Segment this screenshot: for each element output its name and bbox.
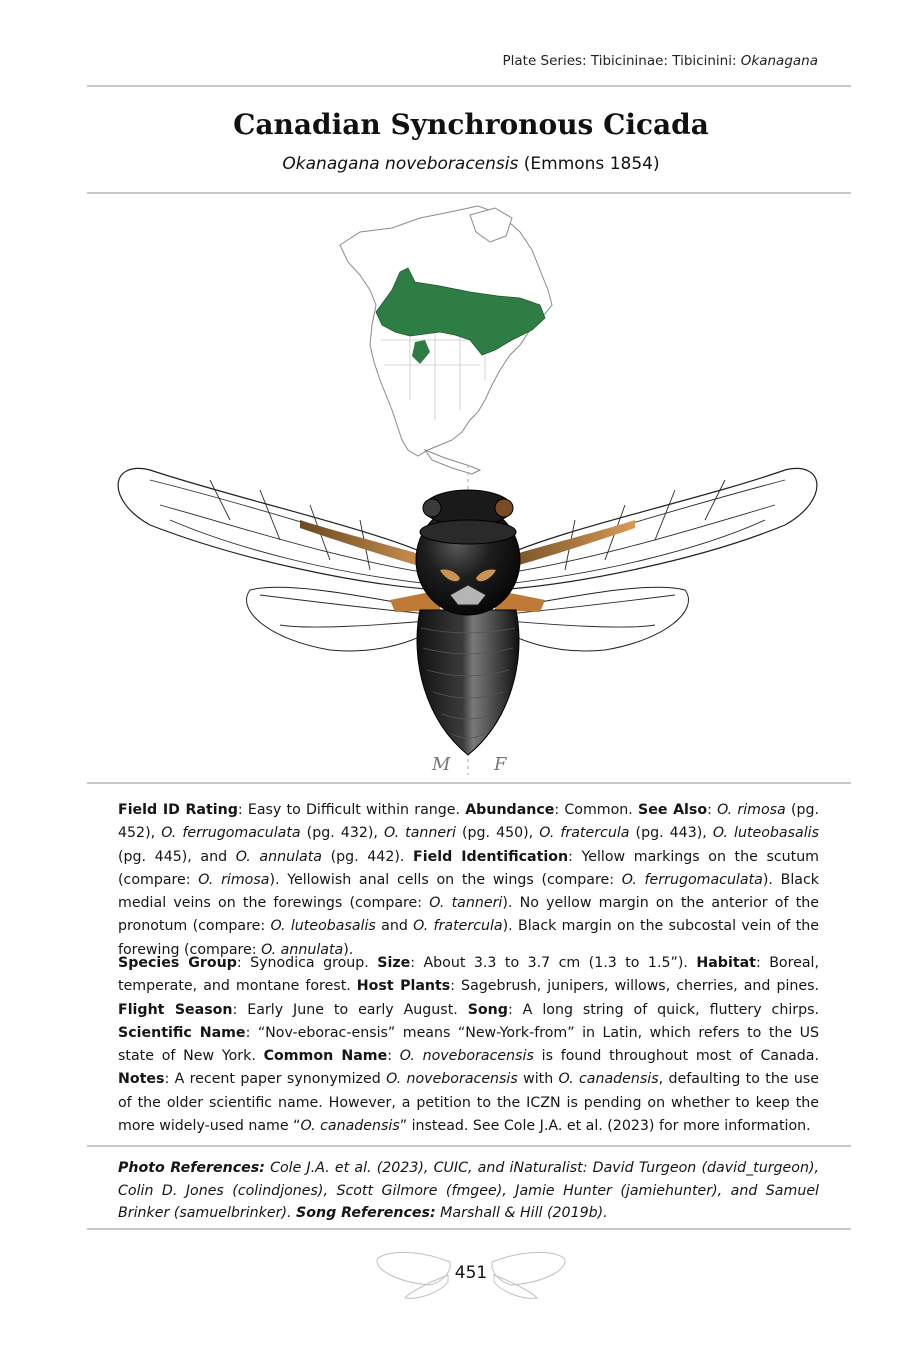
para1-run: Field ID Rating — [118, 802, 238, 818]
refs-rule — [87, 1145, 851, 1147]
para2-run: : “Nov-eborac-ensis” means “New-York-from” in Latin, which refers to the US state of New York. — [118, 1024, 819, 1065]
para2-run: with — [517, 1071, 559, 1088]
para1-run: O. tanneri — [383, 825, 456, 842]
footer-rule — [87, 1228, 851, 1230]
para1-run: (pg. 450), — [455, 825, 540, 842]
para1-run: ). Black margin on the subcostal vein of the forewing (compare: — [118, 918, 819, 958]
para1-run: See Also — [637, 802, 708, 818]
para1-run: ). No yellow margin on the anterior of the pronotum (compare: — [118, 895, 819, 935]
para1-run: : — [707, 802, 718, 818]
para1-run: Field Identification — [413, 848, 569, 865]
female-label: F — [494, 754, 507, 775]
para1-run: O. ferrugomaculata — [621, 871, 763, 888]
page-title: Canadian Synchronous Cicada — [233, 108, 709, 141]
para1-run: O. tanneri — [429, 895, 503, 912]
para2-run: : Boreal, temperate, and montane forest. — [118, 955, 820, 995]
para1-run: O. rimosa — [198, 871, 270, 888]
para1-run: O. annulata — [261, 941, 344, 958]
title-rule — [87, 192, 851, 194]
para1-run: ). — [343, 941, 354, 958]
left-eye — [423, 499, 441, 517]
page-number: 451 — [454, 1263, 488, 1283]
cicada-body — [416, 490, 520, 755]
para2-run: Scientific Name — [118, 1024, 246, 1041]
refs-run: Song References: — [296, 1205, 436, 1221]
para1-run: Abundance — [465, 802, 555, 818]
para2-run: Size — [377, 955, 411, 971]
para2-run: , defaulting to the use of the older scientific name. However, a petition to the ICZN is pending on whether to keep the more widely-used name “ — [118, 1071, 819, 1135]
para1-run: O. luteobasalis — [712, 825, 819, 842]
para1-run: : Common. — [554, 802, 638, 818]
species-author: (Emmons 1854) — [518, 154, 660, 174]
para2-run: Common Name — [263, 1048, 388, 1065]
central-america-outline — [425, 450, 480, 474]
para1-run: O. annulata — [235, 848, 322, 865]
para1-run: and — [375, 918, 414, 935]
series-prefix: Plate Series: Tibicininae: Tibicinini: — [502, 53, 741, 69]
para2-run: Habitat — [696, 955, 756, 971]
para1-run: (pg. 432), — [300, 825, 384, 842]
references-paragraph — [118, 1157, 819, 1225]
para1-run: : Yellow markings on the scutum (compare: — [118, 848, 820, 888]
para1-run: (pg. 442). — [322, 848, 414, 865]
refs-run: Photo References: — [118, 1160, 265, 1176]
para2-run: Notes — [118, 1071, 165, 1088]
para2-run: O. noveboracensis — [386, 1071, 518, 1088]
para1-run: O. ferrugomaculata — [161, 825, 301, 842]
right-forewing — [495, 468, 817, 590]
para2-run: : A recent paper synonymized — [164, 1071, 387, 1088]
right-eye — [495, 499, 513, 517]
para2-run: : Synodica group. — [236, 955, 378, 971]
para1-run: ). Black medial veins on the forewings (compare: — [118, 871, 819, 912]
para1-run: (pg. 445), and — [118, 848, 236, 865]
para1-run: O. fratercula — [413, 918, 503, 935]
para1-run: : Easy to Difficult within range. — [237, 802, 466, 818]
para1-run: O. luteobasalis — [270, 918, 376, 935]
page-subtitle — [0, 154, 900, 174]
para2-run: ” instead. See Cole J.A. et al. (2023) for more information. — [399, 1118, 811, 1135]
para2-run: O. canadensis — [300, 1118, 400, 1135]
para2-run: Host Plants — [356, 978, 451, 995]
para2-run: O. noveboracensis — [399, 1048, 534, 1065]
para2-run: : A long string of quick, fluttery chirps. — [507, 1001, 820, 1018]
para2-run: : — [387, 1048, 400, 1065]
figure-rule — [87, 782, 851, 784]
left-forewing — [118, 468, 440, 590]
para2-run: : Early June to early August. — [232, 1001, 468, 1018]
species-info-paragraph — [118, 952, 819, 1138]
field-id-paragraph — [118, 799, 819, 962]
refs-run: Marshall & Hill (2019b). — [435, 1205, 608, 1221]
para2-run: : Sagebrush, junipers, willows, cherries, and pines. — [450, 978, 820, 995]
abdomen — [417, 610, 519, 755]
species-figure — [0, 195, 900, 785]
para1-run: (pg. 443), — [629, 825, 713, 842]
male-label: M — [432, 754, 451, 775]
species-name: Okanagana noveboracensis — [282, 154, 519, 174]
series-genus: Okanagana — [740, 53, 818, 69]
para2-run: : About 3.3 to 3.7 cm (1.3 to 1.5”). — [410, 955, 697, 971]
para2-run: Song — [467, 1001, 508, 1018]
para1-run: ). Yellowish anal cells on the wings (compare: — [269, 871, 622, 888]
plate-series-header — [502, 53, 818, 69]
para1-run: O. rimosa — [717, 802, 786, 818]
para2-run: O. canadensis — [558, 1071, 659, 1088]
para2-run: is found throughout most of Canada. — [533, 1048, 819, 1065]
refs-run: Cole J.A. et al. (2023), CUIC, and iNaturalist: David Turgeon (david_turgeon), Colin D. Jones (colindjones), Scott Gilmore (fmgee), Jamie Hunter (jamiehunter), and Samuel Brinker (samuelbrinker). — [118, 1160, 820, 1221]
para2-run: Flight Season — [118, 1001, 233, 1018]
para1-run: (pg. 452), — [118, 802, 819, 842]
pronotum — [420, 520, 516, 544]
para1-run: O. fratercula — [539, 825, 630, 842]
range-map — [340, 206, 552, 474]
header-rule — [87, 85, 851, 87]
para2-run: Species Group — [118, 955, 237, 971]
